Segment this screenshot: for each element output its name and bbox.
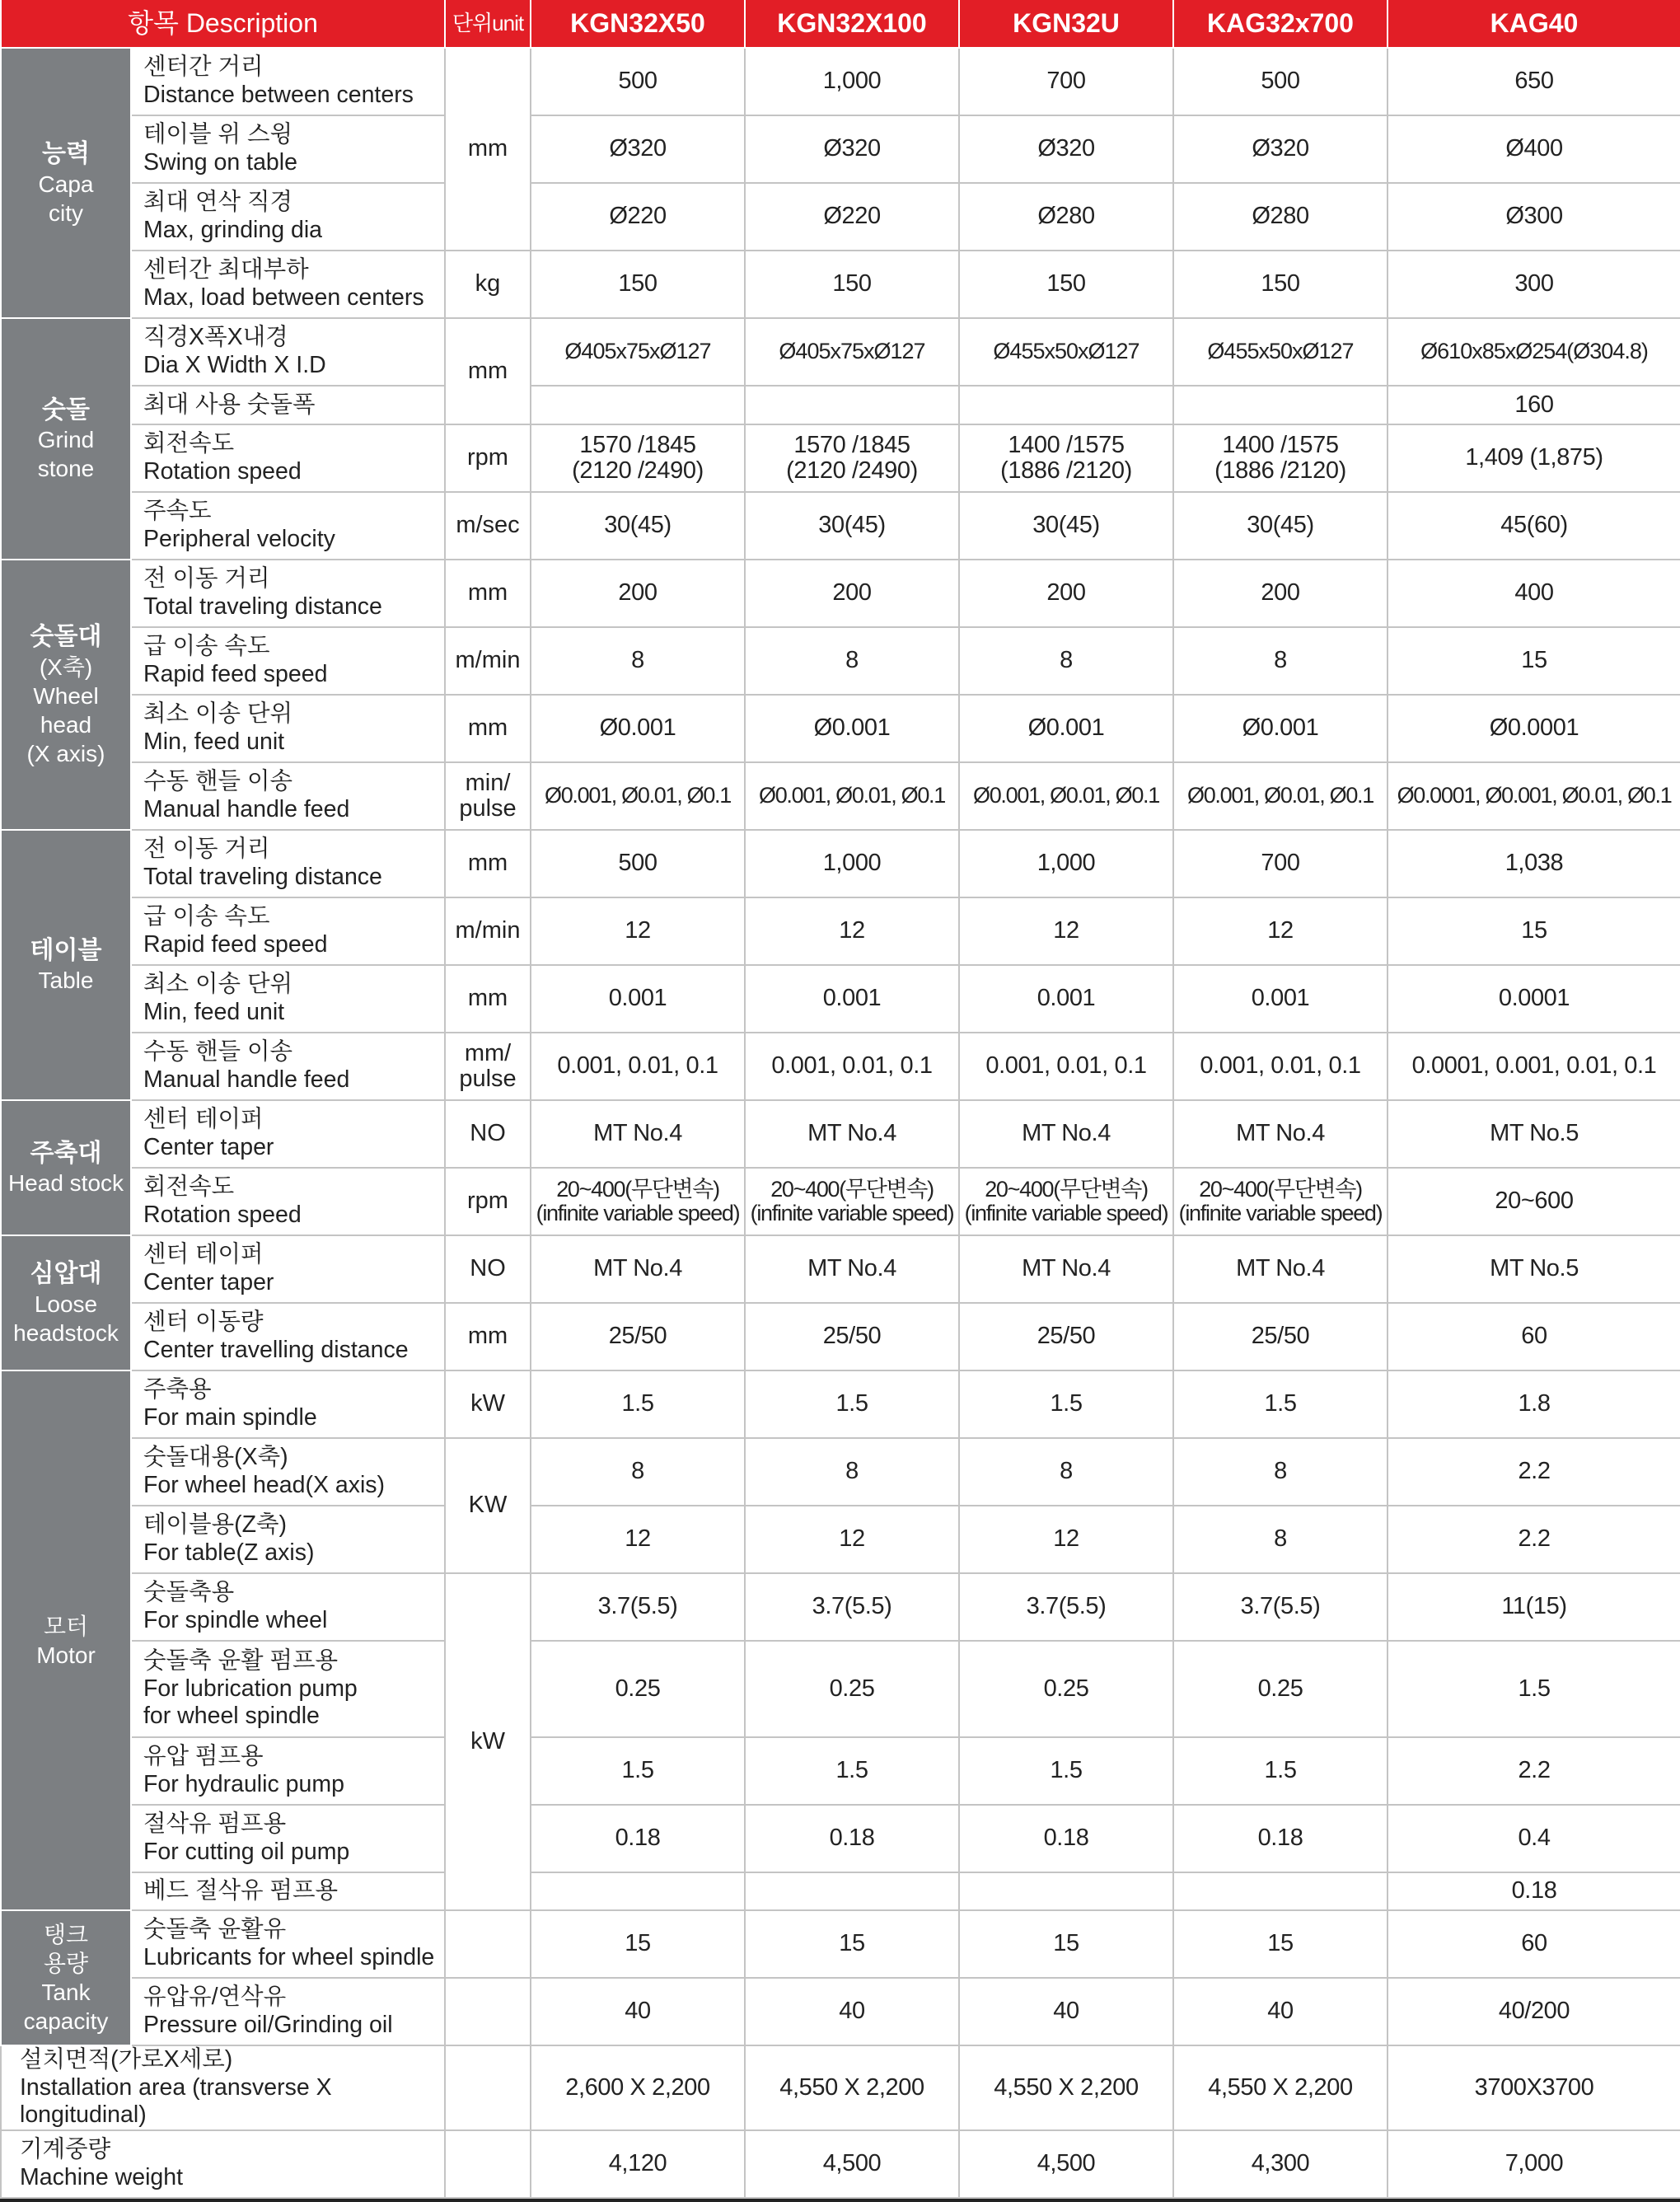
value-cell: Ø405x75xØ127 — [531, 318, 745, 386]
value-cell: 1,000 — [745, 48, 959, 115]
value-cell: 2.2 — [1388, 1506, 1680, 1573]
item-label: 유압유/연삭유 Pressure oil/Grinding oil — [131, 1978, 445, 2045]
value-cell: 8 — [959, 1438, 1173, 1506]
item-label: 센터간 거리 Distance between centers — [131, 48, 445, 115]
value-cell: 0.001 — [745, 965, 959, 1033]
table-row — [1, 762, 1680, 830]
item-label: 최대 사용 숫돌폭 — [131, 386, 445, 424]
value-cell: 1.5 — [745, 1737, 959, 1805]
unit-cell: rpm — [445, 424, 531, 492]
value-cell: 4,120 — [531, 2130, 745, 2198]
value-cell: 0.001 — [959, 965, 1173, 1033]
value-cell: 0.18 — [1388, 1872, 1680, 1910]
value-cell: 160 — [1388, 386, 1680, 424]
table-row — [1, 1303, 1680, 1370]
unit-cell: NO — [445, 1100, 531, 1168]
table-row — [1, 1737, 1680, 1805]
unit-cell: mm — [445, 318, 531, 424]
unit-cell — [445, 2045, 531, 2130]
value-cell: Ø280 — [959, 183, 1173, 251]
value-cell: 25/50 — [745, 1303, 959, 1370]
category-motor: 모터 Motor — [1, 1370, 131, 1910]
value-cell: 8 — [1173, 1438, 1388, 1506]
item-label: 주축용 For main spindle — [131, 1370, 445, 1438]
item-label: 베드 절삭유 펌프용 — [131, 1872, 445, 1910]
value-cell: 700 — [1173, 830, 1388, 897]
table-row — [1, 897, 1680, 965]
item-label: 센터 테이퍼 Center taper — [131, 1235, 445, 1303]
value-cell: 0.25 — [745, 1641, 959, 1737]
value-cell: 1.5 — [1173, 1370, 1388, 1438]
item-label: 회전속도 Rotation speed — [131, 424, 445, 492]
unit-cell: kW — [445, 1370, 531, 1438]
value-cell: 3.7(5.5) — [745, 1573, 959, 1641]
value-cell: 500 — [531, 830, 745, 897]
value-cell: 150 — [959, 251, 1173, 318]
header-model: KAG32x700 — [1173, 0, 1388, 48]
table-row — [1, 2045, 1680, 2130]
value-cell: Ø280 — [1173, 183, 1388, 251]
value-cell: Ø0.001, Ø0.01, Ø0.1 — [959, 762, 1173, 830]
unit-cell — [445, 1910, 531, 1978]
value-cell: 1.5 — [959, 1370, 1173, 1438]
value-cell: 1570 /1845 (2120 /2490) — [745, 424, 959, 492]
value-cell: 15 — [1388, 897, 1680, 965]
value-cell: 150 — [745, 251, 959, 318]
value-cell: MT No.4 — [959, 1235, 1173, 1303]
table-row — [1, 183, 1680, 251]
value-cell: 60 — [1388, 1303, 1680, 1370]
value-cell: 3700X3700 — [1388, 2045, 1680, 2130]
value-cell: 40 — [531, 1978, 745, 2045]
value-cell — [745, 386, 959, 424]
value-cell: Ø405x75xØ127 — [745, 318, 959, 386]
item-label: 전 이동 거리 Total traveling distance — [131, 560, 445, 627]
value-cell: Ø220 — [531, 183, 745, 251]
value-cell: 30(45) — [1173, 492, 1388, 560]
value-cell: Ø455x50xØ127 — [959, 318, 1173, 386]
value-cell: 8 — [531, 1438, 745, 1506]
value-cell: Ø0.001, Ø0.01, Ø0.1 — [745, 762, 959, 830]
item-label: 센터 테이퍼 Center taper — [131, 1100, 445, 1168]
value-cell: 4,550 X 2,200 — [745, 2045, 959, 2130]
value-cell — [531, 1872, 745, 1910]
value-cell: 0.001 — [1173, 965, 1388, 1033]
table-row — [1, 48, 1680, 115]
value-cell: 3.7(5.5) — [959, 1573, 1173, 1641]
value-cell: 12 — [959, 1506, 1173, 1573]
value-cell: 8 — [745, 1438, 959, 1506]
value-cell: 12 — [745, 1506, 959, 1573]
value-cell: Ø0.001, Ø0.01, Ø0.1 — [531, 762, 745, 830]
value-cell: 0.0001 — [1388, 965, 1680, 1033]
value-cell: MT No.4 — [531, 1235, 745, 1303]
value-cell: 1,038 — [1388, 830, 1680, 897]
unit-cell: mm — [445, 965, 531, 1033]
value-cell: 1.8 — [1388, 1370, 1680, 1438]
value-cell: 0.4 — [1388, 1805, 1680, 1872]
value-cell: 0.001, 0.01, 0.1 — [959, 1033, 1173, 1100]
unit-cell — [445, 1978, 531, 2045]
value-cell: Ø320 — [531, 115, 745, 183]
value-cell: 1.5 — [959, 1737, 1173, 1805]
value-cell: 0.0001, 0.001, 0.01, 0.1 — [1388, 1033, 1680, 1100]
value-cell: 25/50 — [531, 1303, 745, 1370]
table-row — [1, 1168, 1680, 1235]
item-label: 숫돌축 윤활유 Lubricants for wheel spindle — [131, 1910, 445, 1978]
table-row — [1, 115, 1680, 183]
unit-cell: m/sec — [445, 492, 531, 560]
unit-cell: mm/ pulse — [445, 1033, 531, 1100]
value-cell: 0.18 — [745, 1805, 959, 1872]
value-cell: 40 — [1173, 1978, 1388, 2045]
value-cell: 0.25 — [959, 1641, 1173, 1737]
table-row — [1, 492, 1680, 560]
value-cell: 12 — [531, 897, 745, 965]
unit-cell: kW — [445, 1573, 531, 1910]
category-head-stock: 주축대 Head stock — [1, 1100, 131, 1235]
unit-cell: KW — [445, 1438, 531, 1573]
table-row — [1, 251, 1680, 318]
value-cell — [1173, 1872, 1388, 1910]
item-label: 테이블용(Z축) For table(Z axis) — [131, 1506, 445, 1573]
value-cell: 15 — [745, 1910, 959, 1978]
value-cell: 200 — [1173, 560, 1388, 627]
table-row — [1, 2130, 1680, 2198]
category-table: 테이블 Table — [1, 830, 131, 1100]
value-cell: 30(45) — [531, 492, 745, 560]
value-cell: MT No.4 — [1173, 1235, 1388, 1303]
item-label: 최소 이송 단위 Min, feed unit — [131, 695, 445, 762]
item-label: 전 이동 거리 Total traveling distance — [131, 830, 445, 897]
value-cell: 1.5 — [531, 1737, 745, 1805]
unit-cell: mm — [445, 695, 531, 762]
value-cell: 700 — [959, 48, 1173, 115]
item-label: 숫돌대용(X축) For wheel head(X axis) — [131, 1438, 445, 1506]
unit-cell: NO — [445, 1235, 531, 1303]
value-cell: 25/50 — [1173, 1303, 1388, 1370]
table-row — [1, 1641, 1680, 1737]
value-cell: Ø320 — [1173, 115, 1388, 183]
item-label: 숫돌축 윤활 펌프용 For lubrication pump for wheel spindle — [131, 1641, 445, 1737]
table-row — [1, 695, 1680, 762]
value-cell: 0.25 — [1173, 1641, 1388, 1737]
item-label: 최대 연삭 직경 Max, grinding dia — [131, 183, 445, 251]
item-label: 설치면적(가로X세로) Installation area (transverse X longitudinal) — [1, 2045, 445, 2130]
unit-cell: mm — [445, 830, 531, 897]
item-label: 테이블 위 스윙 Swing on table — [131, 115, 445, 183]
value-cell: 8 — [1173, 1506, 1388, 1573]
item-label: 기계중량 Machine weight — [1, 2130, 445, 2198]
value-cell: 500 — [531, 48, 745, 115]
value-cell: 150 — [1173, 251, 1388, 318]
item-label: 숫돌축용 For spindle wheel — [131, 1573, 445, 1641]
value-cell: 12 — [959, 897, 1173, 965]
value-cell: 8 — [1173, 627, 1388, 695]
value-cell: MT No.5 — [1388, 1100, 1680, 1168]
value-cell: Ø0.001 — [531, 695, 745, 762]
value-cell: 0.18 — [959, 1805, 1173, 1872]
value-cell: Ø610x85xØ254(Ø304.8) — [1388, 318, 1680, 386]
value-cell: 300 — [1388, 251, 1680, 318]
value-cell: 2,600 X 2,200 — [531, 2045, 745, 2130]
table-row — [1, 1235, 1680, 1303]
value-cell: 0.18 — [531, 1805, 745, 1872]
table-row — [1, 1100, 1680, 1168]
value-cell: 4,300 — [1173, 2130, 1388, 2198]
unit-cell — [445, 2130, 531, 2198]
value-cell: 150 — [531, 251, 745, 318]
header-description: 항목 Description — [1, 0, 445, 48]
value-cell: 0.001, 0.01, 0.1 — [1173, 1033, 1388, 1100]
unit-cell: min/ pulse — [445, 762, 531, 830]
value-cell: 8 — [959, 627, 1173, 695]
item-label: 수동 핸들 이송 Manual handle feed — [131, 762, 445, 830]
value-cell: Ø300 — [1388, 183, 1680, 251]
unit-cell: rpm — [445, 1168, 531, 1235]
item-label: 회전속도 Rotation speed — [131, 1168, 445, 1235]
item-label: 급 이송 속도 Rapid feed speed — [131, 627, 445, 695]
value-cell: 0.001, 0.01, 0.1 — [531, 1033, 745, 1100]
value-cell: MT No.4 — [959, 1100, 1173, 1168]
value-cell: Ø0.001 — [745, 695, 959, 762]
value-cell: MT No.5 — [1388, 1235, 1680, 1303]
value-cell — [959, 1872, 1173, 1910]
value-cell: Ø0.001 — [1173, 695, 1388, 762]
value-cell: 4,550 X 2,200 — [959, 2045, 1173, 2130]
value-cell: 2.2 — [1388, 1737, 1680, 1805]
value-cell: 20~400(무단변속) (infinite variable speed) — [959, 1168, 1173, 1235]
unit-cell: mm — [445, 560, 531, 627]
value-cell: 200 — [531, 560, 745, 627]
value-cell: Ø455x50xØ127 — [1173, 318, 1388, 386]
table-row — [1, 1506, 1680, 1573]
value-cell: 20~600 — [1388, 1168, 1680, 1235]
category-loose-headstock: 심압대 Loose headstock — [1, 1235, 131, 1370]
value-cell — [531, 386, 745, 424]
item-label: 직경X폭X내경 Dia X Width X I.D — [131, 318, 445, 386]
value-cell: 500 — [1173, 48, 1388, 115]
table-row — [1, 386, 1680, 424]
value-cell: 4,500 — [745, 2130, 959, 2198]
table-row — [1, 1573, 1680, 1641]
value-cell: Ø0.001 — [959, 695, 1173, 762]
value-cell: 1,409 (1,875) — [1388, 424, 1680, 492]
table-row — [1, 560, 1680, 627]
value-cell: 20~400(무단변속) (infinite variable speed) — [531, 1168, 745, 1235]
unit-cell: m/min — [445, 627, 531, 695]
category-tank-capacity: 탱크 용량 Tank capacity — [1, 1910, 131, 2045]
table-row — [1, 424, 1680, 492]
value-cell — [1173, 386, 1388, 424]
value-cell: 3.7(5.5) — [531, 1573, 745, 1641]
header-model: KGN32X100 — [745, 0, 959, 48]
value-cell: Ø400 — [1388, 115, 1680, 183]
value-cell: Ø0.0001 — [1388, 695, 1680, 762]
value-cell: 20~400(무단변속) (infinite variable speed) — [1173, 1168, 1388, 1235]
value-cell: 25/50 — [959, 1303, 1173, 1370]
value-cell: Ø0.0001, Ø0.001, Ø0.01, Ø0.1 — [1388, 762, 1680, 830]
value-cell: 12 — [1173, 897, 1388, 965]
value-cell: 2.2 — [1388, 1438, 1680, 1506]
value-cell: MT No.4 — [1173, 1100, 1388, 1168]
value-cell: Ø320 — [959, 115, 1173, 183]
value-cell: 20~400(무단변속) (infinite variable speed) — [745, 1168, 959, 1235]
table-row — [1, 830, 1680, 897]
value-cell: 200 — [745, 560, 959, 627]
unit-cell: m/min — [445, 897, 531, 965]
value-cell: 30(45) — [745, 492, 959, 560]
value-cell: 11(15) — [1388, 1573, 1680, 1641]
header-row — [1, 0, 1680, 48]
table-row — [1, 1370, 1680, 1438]
item-label: 급 이송 속도 Rapid feed speed — [131, 897, 445, 965]
value-cell: MT No.4 — [745, 1100, 959, 1168]
category-grindstone: 숫돌 Grind stone — [1, 318, 131, 560]
value-cell: 0.18 — [1173, 1805, 1388, 1872]
table-row — [1, 1805, 1680, 1872]
value-cell: 15 — [1173, 1910, 1388, 1978]
value-cell: 15 — [1388, 627, 1680, 695]
value-cell: Ø0.001, Ø0.01, Ø0.1 — [1173, 762, 1388, 830]
header-model: KGN32X50 — [531, 0, 745, 48]
unit-cell: kg — [445, 251, 531, 318]
unit-cell: mm — [445, 48, 531, 251]
value-cell: 40 — [959, 1978, 1173, 2045]
value-cell: 1400 /1575 (1886 /2120) — [959, 424, 1173, 492]
value-cell: 1.5 — [745, 1370, 959, 1438]
category-capacity: 능력 Capa city — [1, 48, 131, 318]
item-label: 수동 핸들 이송 Manual handle feed — [131, 1033, 445, 1100]
value-cell: 4,500 — [959, 2130, 1173, 2198]
item-label: 유압 펌프용 For hydraulic pump — [131, 1737, 445, 1805]
header-model: KGN32U — [959, 0, 1173, 48]
value-cell: Ø220 — [745, 183, 959, 251]
value-cell: 4,550 X 2,200 — [1173, 2045, 1388, 2130]
value-cell: 1.5 — [1173, 1737, 1388, 1805]
unit-cell: mm — [445, 1303, 531, 1370]
header-model: KAG40 — [1388, 0, 1680, 48]
item-label: 최소 이송 단위 Min, feed unit — [131, 965, 445, 1033]
value-cell: 1.5 — [531, 1370, 745, 1438]
table-row — [1, 1872, 1680, 1910]
value-cell: 60 — [1388, 1910, 1680, 1978]
item-label: 절삭유 펌프용 For cutting oil pump — [131, 1805, 445, 1872]
item-label: 센터간 최대부하 Max, load between centers — [131, 251, 445, 318]
value-cell: 15 — [959, 1910, 1173, 1978]
value-cell: Ø320 — [745, 115, 959, 183]
value-cell: 1570 /1845 (2120 /2490) — [531, 424, 745, 492]
value-cell: 45(60) — [1388, 492, 1680, 560]
table-row — [1, 1910, 1680, 1978]
value-cell — [745, 1872, 959, 1910]
value-cell: 1.5 — [1388, 1641, 1680, 1737]
value-cell: MT No.4 — [531, 1100, 745, 1168]
value-cell: 1,000 — [959, 830, 1173, 897]
value-cell: 12 — [745, 897, 959, 965]
value-cell: 1,000 — [745, 830, 959, 897]
table-row — [1, 1033, 1680, 1100]
value-cell: 8 — [531, 627, 745, 695]
table-row — [1, 1438, 1680, 1506]
header-unit: 단위unit — [445, 0, 531, 48]
bottom-rule — [0, 2199, 1680, 2202]
value-cell: 40/200 — [1388, 1978, 1680, 2045]
category-wheel-head: 숫돌대 (X축) Wheel head (X axis) — [1, 560, 131, 830]
table-row — [1, 965, 1680, 1033]
value-cell: 30(45) — [959, 492, 1173, 560]
value-cell — [959, 386, 1173, 424]
value-cell: 3.7(5.5) — [1173, 1573, 1388, 1641]
table-row — [1, 627, 1680, 695]
table-row — [1, 318, 1680, 386]
value-cell: 8 — [745, 627, 959, 695]
value-cell: 7,000 — [1388, 2130, 1680, 2198]
value-cell: 650 — [1388, 48, 1680, 115]
table-row — [1, 1978, 1680, 2045]
value-cell: 200 — [959, 560, 1173, 627]
value-cell: MT No.4 — [745, 1235, 959, 1303]
value-cell: 400 — [1388, 560, 1680, 627]
value-cell: 1400 /1575 (1886 /2120) — [1173, 424, 1388, 492]
value-cell: 0.001 — [531, 965, 745, 1033]
value-cell: 40 — [745, 1978, 959, 2045]
value-cell: 0.001, 0.01, 0.1 — [745, 1033, 959, 1100]
value-cell: 0.25 — [531, 1641, 745, 1737]
item-label: 주속도 Peripheral velocity — [131, 492, 445, 560]
value-cell: 15 — [531, 1910, 745, 1978]
value-cell: 12 — [531, 1506, 745, 1573]
item-label: 센터 이동량 Center travelling distance — [131, 1303, 445, 1370]
